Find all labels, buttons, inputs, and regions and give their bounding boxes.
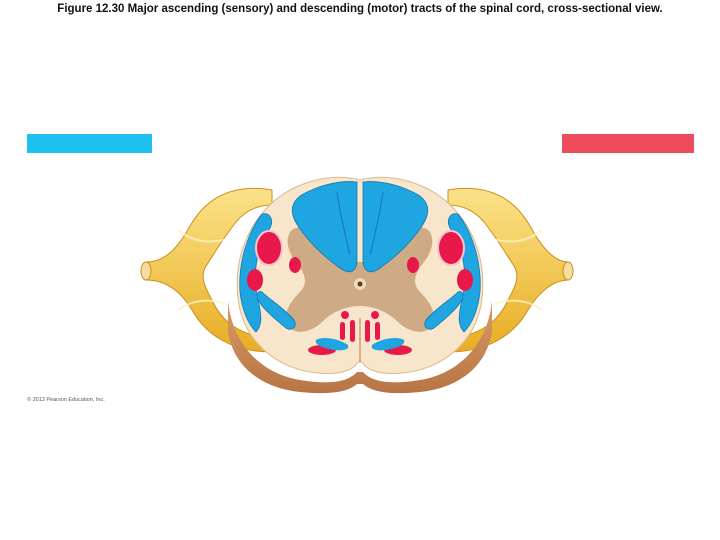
lateral-corticospinal-tract-left (256, 231, 282, 265)
rubrospinal-tract-right (457, 269, 473, 291)
reticulospinal-tract-right (375, 322, 380, 340)
tectospinal-tract-right (371, 311, 379, 319)
anterior-corticospinal-tract-right (365, 320, 370, 342)
anterior-corticospinal-tract-left (350, 320, 355, 342)
rubrospinal-tract-left (247, 269, 263, 291)
right-nerve-cut-end (563, 262, 573, 280)
lateral-corticospinal-tract-right (438, 231, 464, 265)
central-canal (358, 282, 363, 287)
left-nerve-cut-end (141, 262, 151, 280)
figure-title: Figure 12.30 Major ascending (sensory) and descending (motor) tracts of the spinal cord, cross-sectional view. (57, 3, 663, 15)
motor-tract-small-left (289, 257, 301, 273)
reticulospinal-tract-left (340, 322, 345, 340)
motor-tract-small-right (407, 257, 419, 273)
tectospinal-tract-left (341, 311, 349, 319)
copyright-notice: © 2013 Pearson Education, Inc. (27, 397, 105, 403)
